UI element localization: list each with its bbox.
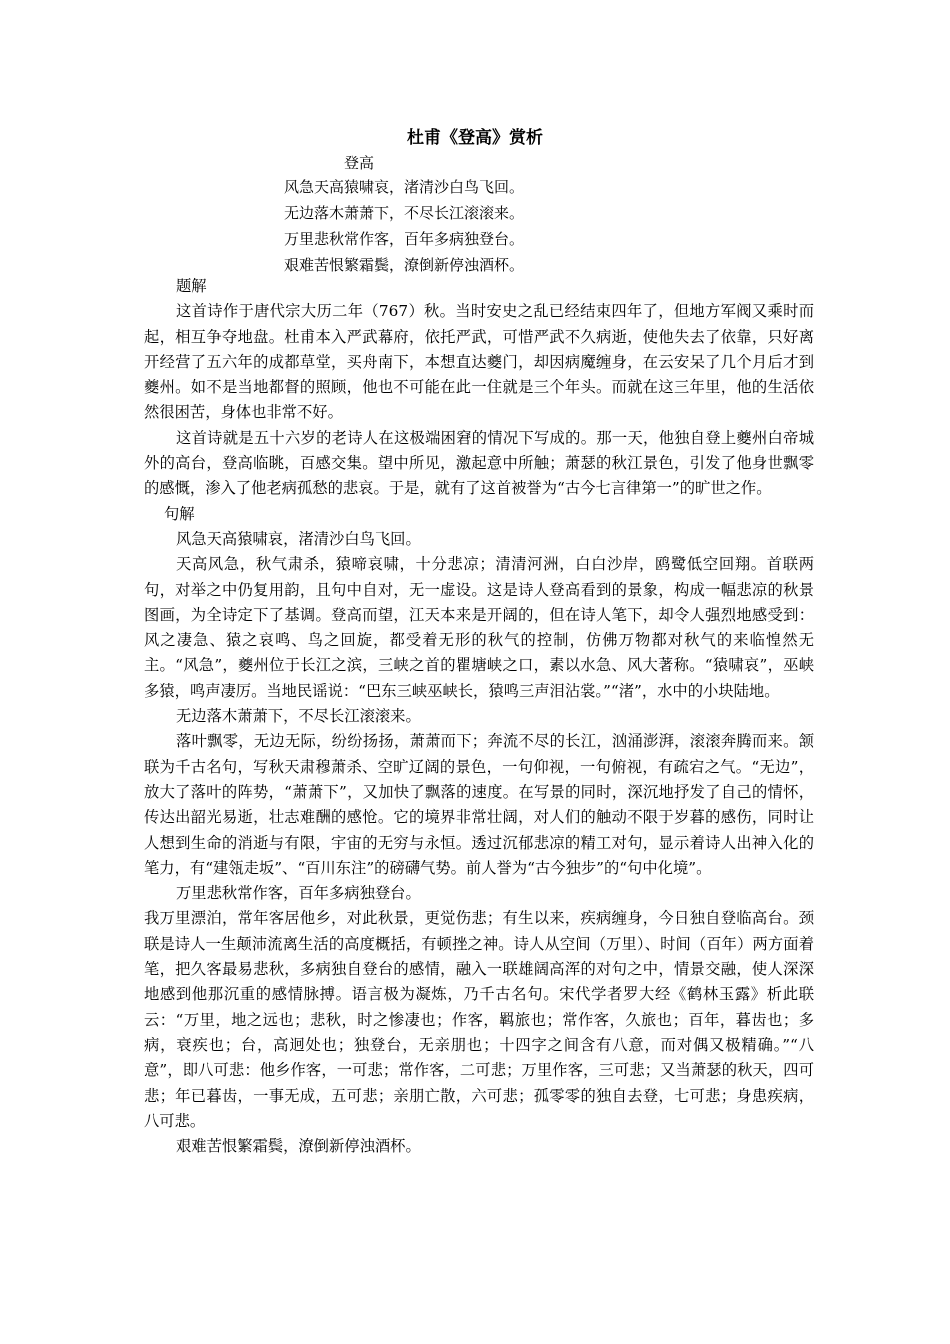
paragraph: 这首诗作于唐代宗大历二年（767）秋。当时安史之乱已经结束四年了，但地方军阀又乘时而起，相互争夺地盘。杜甫本入严武幕府，依托严武，可惜严武不久病逝，使他失去了依靠，只好离开经营了五六年的成都草堂，买舟南下，本想直达夔门，却因病魔缠身，在云安呆了几个月后才到夔州。如不是当地都督的照顾，他也不可能在此一住就是三个年头。而就在这三年里，他的生活依然很困苦，身体也非常不好。 [144,302,814,422]
poem-line: 无边落木萧萧下，不尽长江滚滚来。 [284,204,525,222]
poem-block [284,176,524,280]
poem-line: 风急天高猿啸哀，渚清沙白鸟飞回。 [284,178,525,196]
page-title: 杜甫《登高》赏析 [407,128,543,148]
poem-line: 艰难苦恨繁霜鬓，潦倒新停浊酒杯。 [284,256,525,274]
paragraph: 落叶飘零，无边无际，纷纷扬扬，萧萧而下；奔流不尽的长江，汹涌澎湃，滚滚奔腾而来。颔联为千古名句，写秋天肃穆萧杀、空旷辽阔的景色，一句仰视，一句俯视，有疏宕之气。“无边”，放大了落叶的阵势，“萧萧下”，又加快了飘落的速度。在写景的同时，深沉地抒发了自己的情怀，传达出韶光易逝，壮志难酬的感怆。它的境界非常壮阔，对人们的触动不限于岁暮的感伤，同时让人想到生命的消逝与有限，宇宙的无穷与永恒。透过沉郁悲凉的精工对句，显示着诗人出神入化的笔力，有“建瓴走坂”、“百川东注”的磅礴气势。前人誉为“古今独步”的“句中化境”。 [144,732,814,877]
section-heading-jujie: 句解 [164,504,195,523]
paragraph: 这首诗就是五十六岁的老诗人在这极端困窘的情况下写成的。那一天，他独自登上夔州白帝城外的高台，登高临眺，百感交集。望中所见，激起意中所触；萧瑟的秋江景色，引发了他身世飘零的感慨，渗入了他老病孤愁的悲哀。于是，就有了这首被誉为“古今七言律第一”的旷世之作。 [144,428,814,498]
article-body [144,274,814,1159]
poem-line: 万里悲秋常作客，百年多病独登台。 [284,230,525,248]
quoted-verse: 风急天高猿啸哀，渚清沙白鸟飞回。 [176,529,421,548]
quoted-verse: 艰难苦恨繁霜鬓，潦倒新停浊酒杯。 [176,1137,421,1156]
quoted-verse: 无边落木萧萧下，不尽长江滚滚来。 [176,707,421,726]
paragraph: 我万里漂泊，常年客居他乡，对此秋景，更觉伤悲；有生以来，疾病缠身，今日独自登临高台。颈联是诗人一生颠沛流离生活的高度概括，有顿挫之神。诗人从空间（万里）、时间（百年）两方面着笔，把久客最易悲秋，多病独自登台的感情，融入一联雄阔高浑的对句之中，情景交融，使人深深地感到他那沉重的感情脉搏。语言极为凝炼，乃千古名句。宋代学者罗大经《鹤林玉露》析此联云：“万里，地之远也；悲秋，时之惨凄也；作客，羁旅也；常作客，久旅也；百年，暮齿也；多病，衰疾也；台，高迥处也；独登台，无亲朋也；十四字之间含有八意，而对偶又极精确。”“八意”，即八可悲：他乡作客，一可悲；常作客，二可悲；万里作客，三可悲；又当萧瑟的秋天，四可悲；年已暮齿，一事无成，五可悲；亲朋亡散，六可悲；孤零零的独自去登，七可悲；身患疾病，八可悲。 [144,909,814,1130]
poem-title: 登高 [344,154,375,172]
section-heading-tijie: 题解 [176,277,207,295]
paragraph: 天高风急，秋气肃杀，猿啼哀啸，十分悲凉；清清河洲，白白沙岸，鸥鹭低空回翔。首联两句，对举之中仍复用韵，且句中自对，无一虚设。这是诗人登高看到的景象，构成一幅悲凉的秋景图画，为全诗定下了基调。登高而望，江天本来是开阔的，但在诗人笔下，却令人强烈地感受到：风之凄急、猿之哀鸣、鸟之回旋，都受着无形的秋气的控制，仿佛万物都对秋气的来临惶然无主。“风急”，夔州位于长江之滨，三峡之首的瞿塘峡之口，素以水急、风大著称。“猿啸哀”，巫峡多猿，鸣声凄厉。当地民谣说：“巴东三峡巫峡长，猿鸣三声泪沾裳。”“渚”，水中的小块陆地。 [144,555,814,700]
quoted-verse: 万里悲秋常作客，百年多病独登台。 [176,884,421,903]
